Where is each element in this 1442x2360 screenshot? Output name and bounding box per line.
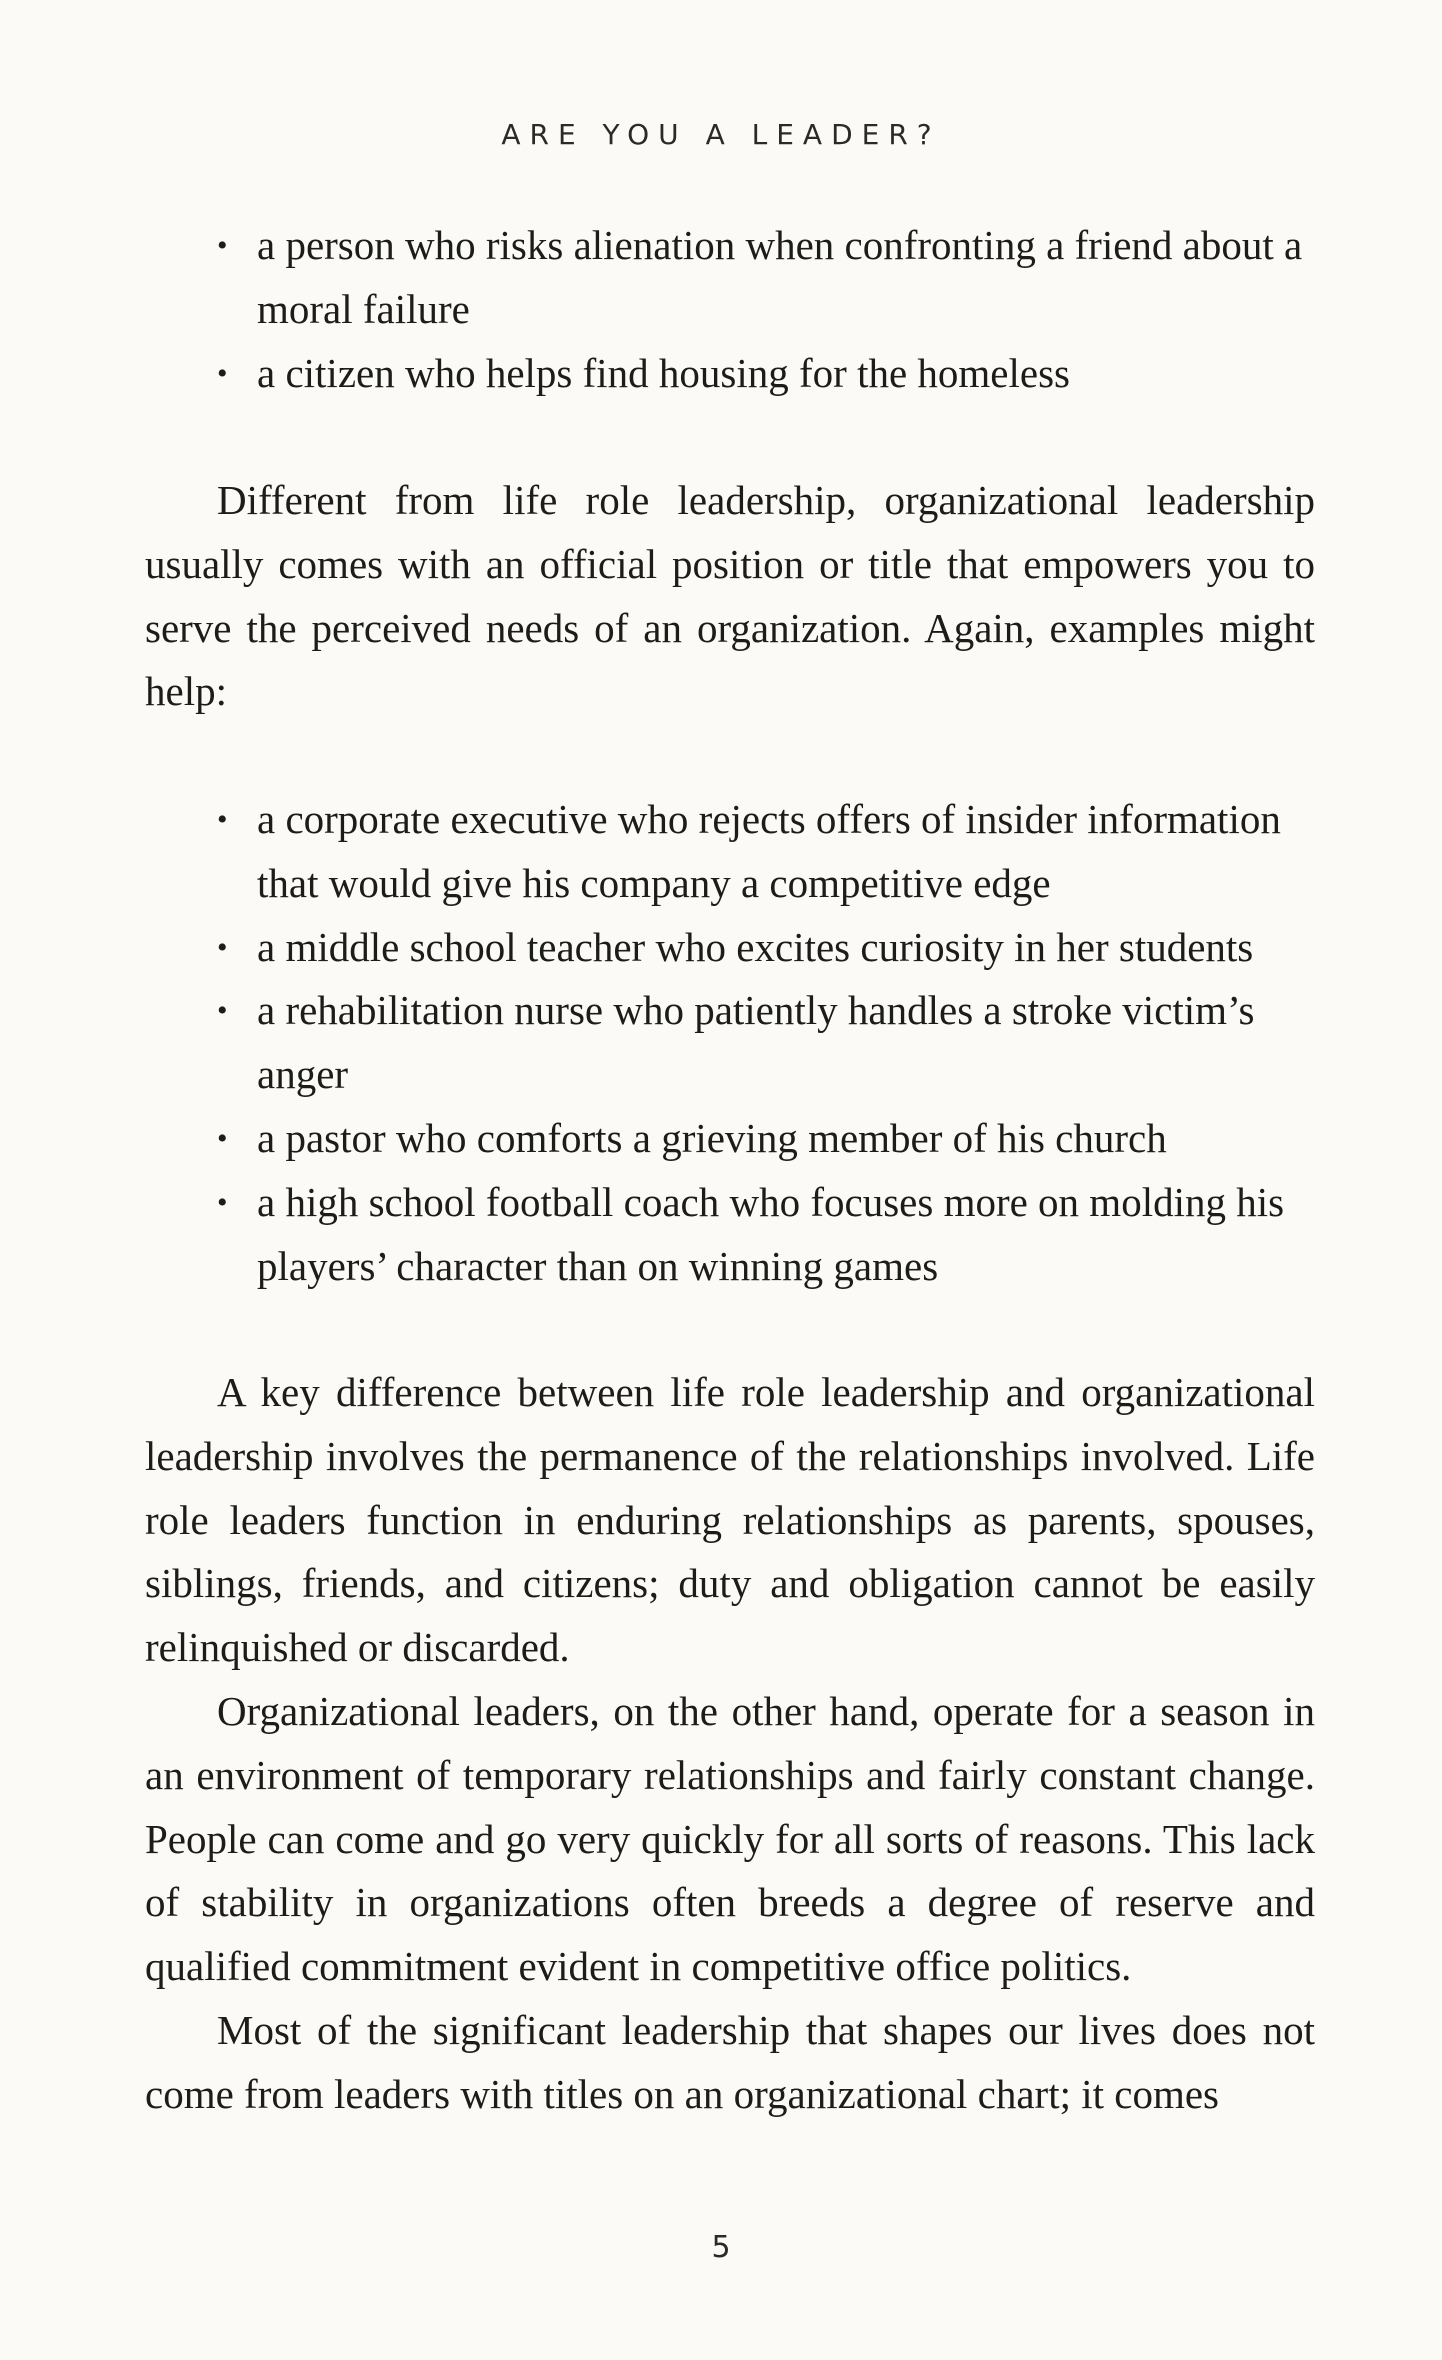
bullet-dot-icon: • — [217, 803, 228, 836]
list-item: • a high school football coach who focuses more on molding his players’ character than on winning games — [145, 1171, 1315, 1299]
bullet-dot-icon: • — [217, 930, 228, 964]
org-bullet-list — [145, 788, 1315, 1298]
bullet-dot-icon: • — [217, 229, 228, 262]
bullet-dot-icon: • — [217, 1185, 228, 1219]
list-item: • a corporate executive who rejects offers of insider information that would give his company a competitive edge — [145, 788, 1315, 916]
list-item: • a pastor who comforts a grieving member of his church — [145, 1107, 1315, 1171]
list-item: • a middle school teacher who excites curiosity in her students — [145, 916, 1315, 980]
page-number: 5 — [711, 2230, 731, 2265]
bullet-dot-icon: • — [217, 356, 228, 390]
bullet-dot-icon: • — [217, 994, 228, 1028]
main-text-block — [145, 1361, 1315, 2127]
list-item: • a person who risks alienation when confronting a friend about a moral failure — [145, 214, 1315, 342]
running-head: ARE YOU A LEADER? — [501, 118, 941, 151]
most-significant-paragraph: Most of the significant leadership that shapes our lives does not come from leaders with titles on an organizational chart; it comes — [145, 2006, 1315, 2117]
list-item: • a rehabilitation nurse who patiently handles a stroke victim’s anger — [145, 979, 1315, 1107]
org-leaders-paragraph: Organizational leaders, on the other hand, operate for a season in an environment of temporary relationships and fairly constant change. People can come and go very quickly for all sorts of reasons. This lack of stability in organizations often breeds a degree of reserve and qualified commitment evident in competitive office politics. — [145, 1687, 1315, 1990]
list-item: • a citizen who helps find housing for the homeless — [145, 342, 1315, 406]
key-difference-paragraph: A key difference between life role leadership and organizational leadership involves the permanence of the relationships involved. Life role leaders function in enduring relationships as parents, spouses, siblings, friends, and citizens; duty and obligation cannot be easily relinquished or discarded. — [145, 1369, 1315, 1671]
org-intro-paragraph: Different from life role leadership, organizational leadership usually comes with an official position or title that empowers you to serve the perceived needs of an organization. Again, examples might help: — [145, 477, 1315, 715]
top-bullet-list — [145, 214, 1315, 405]
bullet-dot-icon: • — [217, 1121, 228, 1155]
